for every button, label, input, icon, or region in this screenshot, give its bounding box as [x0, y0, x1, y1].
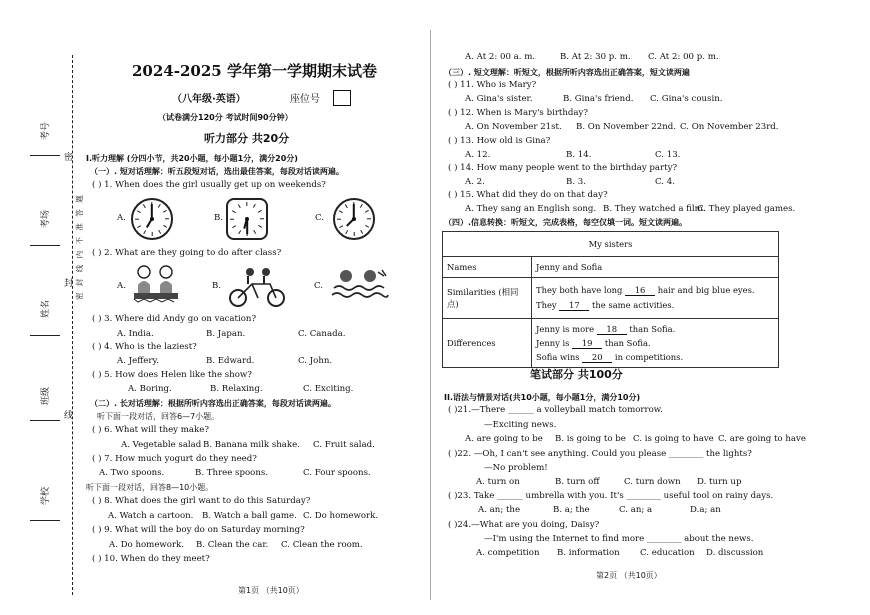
q21-opt-a[interactable]: A. are going to be	[465, 434, 543, 444]
page1-footer: 第1页 （共10页）	[238, 586, 304, 595]
q9-opt-b[interactable]: B. Clean the car.	[196, 540, 269, 550]
table-title: My sisters	[443, 232, 779, 257]
sim2-pre: They	[536, 300, 557, 310]
minute-hand	[246, 219, 248, 234]
clock-tick	[143, 230, 146, 234]
clock-tick	[238, 204, 241, 208]
clock-tick	[163, 210, 167, 213]
q7-opt-b[interactable]: B. Three spoons.	[195, 468, 268, 478]
q1-opt-b[interactable]: B.	[214, 213, 224, 223]
clock-tick	[339, 225, 343, 228]
q23-opt-d[interactable]: D.a; an	[690, 505, 721, 515]
clock-tick	[135, 218, 139, 219]
q22-opt-a[interactable]: A. turn on	[476, 477, 520, 487]
d1-pre: Jenny is more	[536, 323, 595, 334]
label-xingming: 姓名	[41, 299, 51, 318]
q12-text: ( ) 12. When is Mary's birthday?	[448, 108, 589, 118]
q2-opt-b[interactable]: B.	[212, 281, 222, 291]
q14-opt-a[interactable]: A. 2.	[465, 177, 485, 187]
clock-tick	[137, 225, 141, 228]
clock-tick	[345, 204, 348, 208]
clock-tick	[360, 230, 363, 234]
names-label: Names	[443, 257, 532, 278]
swimming-picture	[330, 268, 390, 302]
names-value: Jenny and Sofia	[532, 257, 779, 278]
q6-opt-a[interactable]: A. Vegetable salad	[121, 440, 202, 450]
d1-post: than Sofia.	[629, 323, 676, 334]
clock-tick	[238, 230, 241, 234]
q1-opt-c[interactable]: C.	[315, 213, 325, 223]
q7-opt-a[interactable]: A. Two spoons.	[99, 468, 165, 478]
blank-19[interactable]: 19	[572, 338, 602, 349]
clock-tick	[230, 218, 234, 219]
q24-opt-a[interactable]: A. competition	[476, 548, 540, 558]
q9-opt-c[interactable]: C. Clean the room.	[281, 540, 363, 550]
bicycle-picture	[226, 266, 288, 308]
d3-post: in competitions.	[614, 351, 684, 362]
clock-tick	[258, 225, 262, 228]
listening-title: 听力部分 共20分	[204, 132, 290, 145]
q6-opt-b[interactable]: B. Banana milk shake.	[203, 440, 300, 450]
q23-opt-a[interactable]: A. an; the	[478, 505, 521, 515]
clock-tick	[253, 204, 256, 208]
q6-text: ( ) 6. What will they make?	[92, 425, 209, 435]
q10-opt-a[interactable]: A. At 2: 00 a. m.	[465, 52, 536, 62]
q22-text: ( )22. —Oh, I can't see anything. Could you please ________ the lights?	[448, 449, 752, 459]
label-kaochang: 考场	[41, 209, 51, 228]
part3-heading: （三）. 短文理解：听短文，根据所听内容选出正确答案，短文读两遍	[444, 68, 690, 77]
q21-opt-d[interactable]: C. are going to have	[718, 434, 806, 444]
clock-tick	[337, 218, 341, 219]
q12-opt-b[interactable]: B. On November 22nd.	[576, 122, 677, 132]
q23-opt-c[interactable]: C. an; a	[619, 505, 653, 515]
label-xuexiao: 学校	[41, 486, 51, 505]
q4-text: ( ) 4. Who is the laziest?	[92, 342, 197, 352]
q2-opt-a[interactable]: A.	[117, 281, 126, 291]
seat-number-box[interactable]	[333, 90, 351, 106]
q3-text: ( ) 3. Where did Andy go on vacation?	[92, 314, 257, 324]
clock-tick	[165, 218, 169, 219]
seal-mi: 密	[64, 153, 74, 163]
picnic-picture	[132, 263, 180, 303]
q12-opt-c[interactable]: C. On November 23rd.	[680, 122, 779, 132]
q22-opt-c[interactable]: C. turn down	[624, 477, 681, 487]
q5-opt-b[interactable]: B. Relaxing.	[210, 384, 263, 394]
part2-sub1: 听下面一段对话，回答6—7小题。	[97, 412, 220, 421]
clock-tick	[232, 210, 236, 213]
q10-opt-c[interactable]: C. At 2: 00 p. m.	[648, 52, 719, 62]
q5-text: ( ) 5. How does Helen like the show?	[92, 370, 252, 380]
label-kaohao: 考号	[41, 121, 51, 140]
clock-tick	[143, 204, 146, 208]
clock-tick	[246, 202, 247, 206]
clock-tick	[260, 218, 264, 219]
q24-text: ( )24.—What are you doing, Daisy?	[448, 520, 600, 530]
clock-tick	[158, 230, 161, 234]
clock-center	[245, 217, 249, 221]
q14-text: ( ) 14. How many people went to the birthday party?	[448, 163, 678, 173]
q11-opt-c[interactable]: C. Gina's cousin.	[650, 94, 723, 104]
q8-text: ( ) 8. What does the girl want to do this Saturday?	[92, 496, 311, 506]
clock-tick	[137, 210, 141, 213]
q4-opt-c[interactable]: C. John.	[298, 356, 333, 366]
q11-opt-a[interactable]: A. Gina's sister.	[465, 94, 533, 104]
blank-20[interactable]: 20	[582, 352, 612, 363]
section1-heading: I.听力理解 (分四小节，共20小题，每小题1分，满分20分)	[86, 154, 298, 163]
similarities-label: Similarities (相同点)	[443, 278, 532, 319]
clock-icon-a	[131, 198, 173, 240]
q3-opt-c[interactable]: C. Canada.	[298, 329, 346, 339]
part4-heading: （四）.信息转换：听短文，完成表格，每空仅填一词。短文读两遍。	[444, 218, 688, 227]
grade-subject: （八年级·英语）	[172, 94, 246, 105]
q7-text: ( ) 7. How much yogurt do they need?	[92, 454, 257, 464]
q10-text: ( ) 10. When do they meet?	[92, 554, 210, 564]
clock-tick	[163, 225, 167, 228]
q5-opt-a[interactable]: A. Boring.	[128, 384, 172, 394]
q21-text: ( )21.—There ______ a volleyball match tomorrow.	[448, 405, 663, 415]
xuexiao-line	[30, 520, 60, 521]
clock-icon-b	[226, 198, 268, 240]
clock-tick	[353, 232, 354, 236]
q21-opt-c[interactable]: C. is going to have	[633, 434, 714, 444]
q24-reply: —I'm using the Internet to find more ________ about the news.	[484, 534, 754, 544]
q3-opt-b[interactable]: B. Japan.	[206, 329, 246, 339]
blank-18[interactable]: 18	[597, 324, 627, 335]
clock-tick	[345, 230, 348, 234]
clock-tick	[253, 230, 256, 234]
page2-footer: 第2页 （共10页）	[596, 571, 662, 580]
clock-tick	[258, 210, 262, 213]
q13-opt-a[interactable]: A. 12.	[465, 150, 491, 160]
q14-opt-b[interactable]: B. 3.	[566, 177, 586, 187]
q10-opt-b[interactable]: B. At 2: 30 p. m.	[560, 52, 631, 62]
written-title: 笔试部分 共100分	[530, 368, 623, 381]
q21-opt-b[interactable]: B. is going to be	[555, 434, 626, 444]
page-divider	[430, 30, 431, 600]
q8-opt-c[interactable]: C. Do homework.	[303, 511, 379, 521]
q8-opt-b[interactable]: B. Watch a ball game.	[202, 511, 297, 521]
q23-opt-b[interactable]: B. a; the	[553, 505, 590, 515]
q4-opt-a[interactable]: A. Jeffery.	[117, 356, 159, 366]
q24-opt-b[interactable]: B. information	[557, 548, 620, 558]
d3-pre: Sofia wins	[536, 351, 580, 362]
q21-reply: —Exciting news.	[484, 420, 557, 430]
q11-opt-b[interactable]: B. Gina's friend.	[563, 94, 634, 104]
part2-sub2: 听下面一段对话，回答8—10小题。	[86, 483, 214, 492]
banji-line	[30, 420, 60, 421]
q12-opt-a[interactable]: A. On November 21st.	[465, 122, 562, 132]
blank-17[interactable]: 17	[559, 300, 589, 311]
seat-label: 座位号	[290, 94, 320, 105]
kaohao-line	[30, 155, 60, 156]
sim1-post: hair and big blue eyes.	[657, 285, 755, 295]
q15-opt-a[interactable]: A. They sang an English song.	[465, 204, 597, 214]
q1-opt-a[interactable]: A.	[117, 213, 126, 223]
q24-opt-d[interactable]: D. discussion	[706, 548, 764, 558]
q4-opt-b[interactable]: B. Edward.	[206, 356, 255, 366]
d2-pre: Jenny is	[536, 337, 570, 348]
clock-tick	[158, 204, 161, 208]
label-banji: 班级	[41, 386, 51, 405]
clock-tick	[232, 225, 236, 228]
clock-tick	[365, 225, 369, 228]
differences-label: Differences	[443, 319, 532, 368]
clock-tick	[365, 210, 369, 213]
xingming-line	[30, 335, 60, 336]
similarities-cell	[532, 278, 779, 319]
info-table	[442, 231, 779, 368]
q24-opt-c[interactable]: C. education	[640, 548, 695, 558]
q1-text: ( ) 1. When does the girl usually get up on weekends?	[92, 180, 326, 190]
differences-cell	[532, 319, 779, 368]
blank-16[interactable]: 16	[625, 285, 655, 296]
exam-info: （试卷满分120分 考试时间90分钟）	[158, 113, 293, 122]
q13-opt-c[interactable]: C. 13.	[655, 150, 681, 160]
seal-xian: 线	[64, 411, 74, 421]
q8-opt-a[interactable]: A. Watch a cartoon.	[108, 511, 194, 521]
q22-opt-b[interactable]: B. turn off	[555, 477, 600, 487]
seal-note: 密 封 线 内 不 准 答 题	[75, 193, 84, 300]
q14-opt-c[interactable]: C. 4.	[655, 177, 675, 187]
kaochang-line	[30, 245, 60, 246]
clock-tick	[367, 218, 371, 219]
q15-opt-b[interactable]: B. They watched a film.	[603, 204, 706, 214]
part2-heading: （二）. 长对话理解：根据所听内容选出正确答案，每段对话读两遍。	[90, 399, 336, 408]
exam-title: 2024-2025 学年第一学期期末试卷	[132, 62, 377, 80]
clock-tick	[360, 204, 363, 208]
part1-heading: （一）. 短对话理解：听五段短对话，选出最佳答案，每段对话读两遍。	[90, 167, 344, 176]
q9-text: ( ) 9. What will the boy do on Saturday morning?	[92, 525, 305, 535]
section2-heading: II.语法与情景对话(共10小题，每小题1分，满分10分)	[444, 393, 641, 402]
q22-reply: —No problem!	[484, 463, 548, 473]
q5-opt-c[interactable]: C. Exciting.	[303, 384, 354, 394]
clock-center	[150, 217, 154, 221]
q15-opt-c[interactable]: C. They played games.	[697, 204, 796, 214]
q3-opt-a[interactable]: A. India.	[117, 329, 154, 339]
seal-feng: 封	[64, 279, 74, 289]
q6-opt-c[interactable]: C. Fruit salad.	[313, 440, 375, 450]
clock-center	[352, 217, 356, 221]
clock-icon-c	[333, 198, 375, 240]
q23-text: ( )23. Take ______ umbrella with you. It's ________ useful tool on rainy days.	[448, 491, 774, 501]
q7-opt-c[interactable]: C. Four spoons.	[303, 468, 371, 478]
d2-post: than Sofia.	[604, 337, 651, 348]
q22-opt-d[interactable]: D. turn up	[697, 477, 742, 487]
sim2-post: the same activities.	[592, 300, 675, 310]
q2-text: ( ) 2. What are they going to do after class?	[92, 248, 282, 258]
q15-text: ( ) 15. What did they do on that day?	[448, 190, 608, 200]
clock-tick	[151, 232, 152, 236]
q13-text: ( ) 13. How old is Gina?	[448, 136, 551, 146]
q2-opt-c[interactable]: C.	[314, 281, 324, 291]
q13-opt-b[interactable]: B. 14.	[566, 150, 592, 160]
clock-tick	[339, 210, 343, 213]
q9-opt-a[interactable]: A. Do homework.	[109, 540, 184, 550]
seal-line	[72, 55, 73, 595]
q11-text: ( ) 11. Who is Mary?	[448, 80, 537, 90]
sim1-pre: They both have long	[536, 285, 623, 295]
